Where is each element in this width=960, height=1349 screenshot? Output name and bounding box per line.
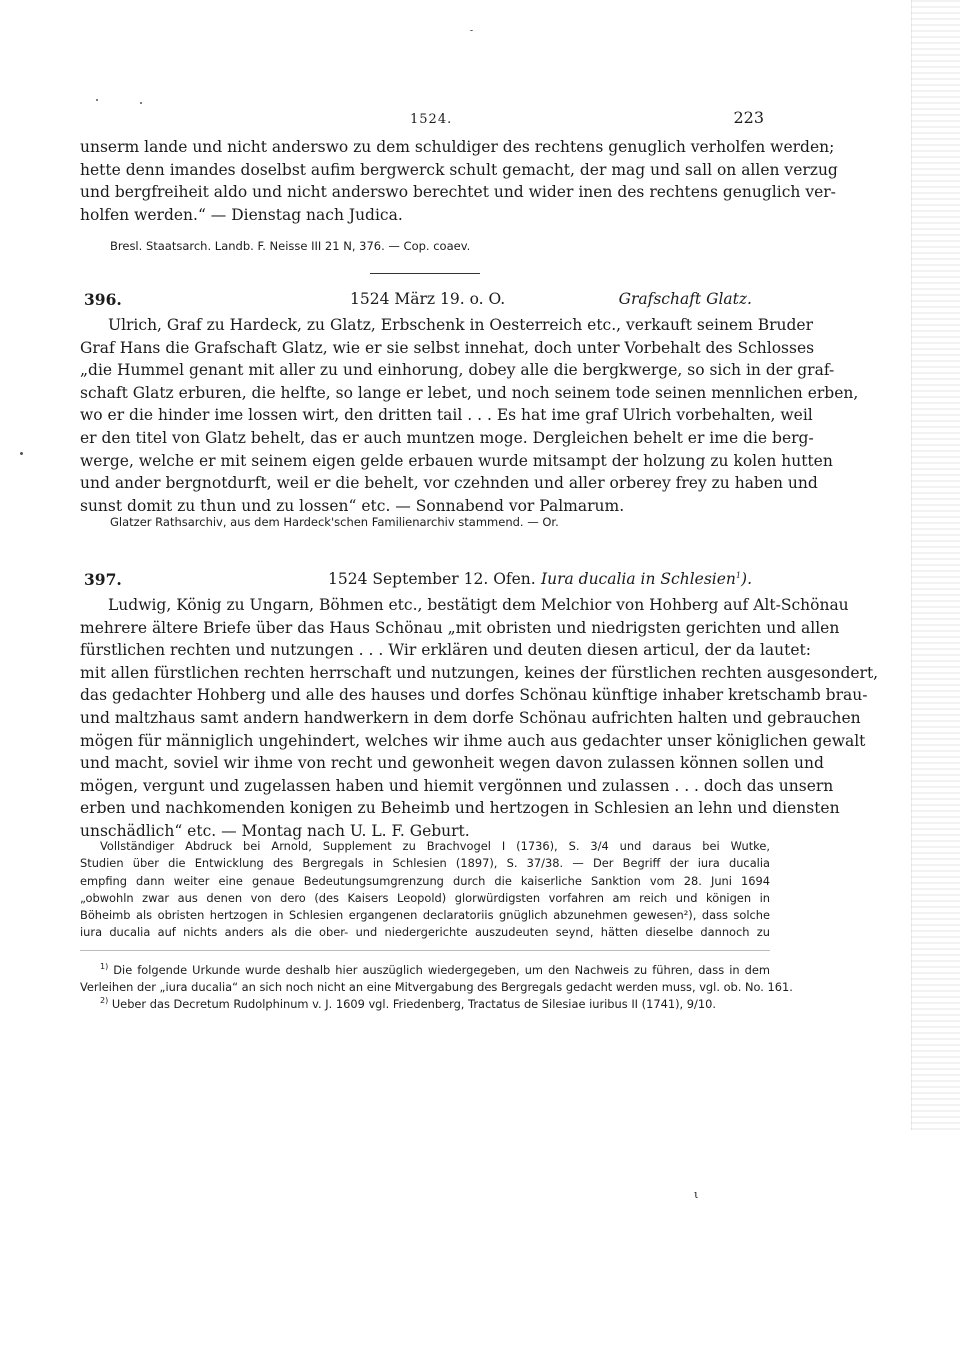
- source-citation-text: Bresl. Staatsarch. Landb. F. Neisse III 21 N, 376. — Cop. coaev.: [110, 239, 471, 253]
- text-line: mit allen fürstlichen rechten herrschaft und nutzungen, keines der fürstlichen rechten ausgesondert,: [80, 663, 879, 682]
- source-citation: [80, 515, 770, 529]
- text-line: und maltzhaus samt andern handwerkern in dem dorfe Schönau aufrichten halten und gebrauchen: [80, 708, 861, 727]
- text-line: und macht, soviel wir ihme von recht und gewonheit wegen davon zulassen können sollen und: [80, 754, 824, 773]
- entry-title: Iura ducalia in Schlesien$^1$).: [540, 570, 752, 588]
- entry-396-body: [80, 314, 859, 517]
- footnote-mark: 1): [100, 962, 109, 972]
- running-head-year: 1524.: [410, 112, 453, 127]
- text-line: Graf Hans die Grafschaft Glatz, wie er sie selbst innehat, doch unter Vorbehalt des Schlosses: [80, 338, 815, 357]
- footnote-reference: 1: [735, 570, 742, 580]
- note-line: iura ducalia auf nichts anders als die ober- und niedergerichte auszudeuten seynd, hätten dieselbe dannoch zu: [80, 925, 770, 940]
- entry-number: 396.: [84, 290, 122, 309]
- note-line: Vollständiger Abdruck bei Arnold, Supplement zu Brachvogel I (1736), S. 3/4 und daraus bei Wutke,: [100, 839, 770, 853]
- entry-heading-396: [80, 290, 770, 314]
- text-line: mögen, vergunt und zugelassen haben und hiemit vergönnen und zulassen . . . doch das unsern: [80, 776, 834, 795]
- entry-date: 1524 September 12. Ofen.: [328, 570, 536, 588]
- note-line: „obwohln zwar aus denen von dero (des Kaisers Leopold) glorwürdigsten vorfahren am reich und königen in: [80, 890, 770, 905]
- text-line: fürstlichen rechten und nutzungen . . . Wir erklären und deuten diesen articul, der da lautet:: [80, 641, 812, 660]
- text-line: hette denn imandes doselbst aufim bergwerck schult gemacht, der mag und sall on allen verzug: [80, 160, 838, 179]
- entry-title: Grafschaft Glatz.: [618, 290, 752, 308]
- text-line: Ulrich, Graf zu Hardeck, zu Glatz, Erbschenk in Oesterreich etc., verkauft seinem Bruder: [108, 316, 814, 334]
- source-citation: [80, 239, 770, 253]
- scan-speck: [140, 102, 142, 104]
- text-line: unschädlich“ etc. — Montag nach U. L. F. Geburt.: [80, 821, 470, 840]
- entry-title-text: Iura ducalia in Schlesien: [540, 570, 736, 588]
- text-line: sunst domit zu thun und zu lossen“ etc. — Sonnabend vor Palmarum.: [80, 496, 625, 515]
- text-line: mehrere ältere Briefe über das Haus Schönau „mit obristen und niedrigsten gerichten und allen: [80, 618, 840, 637]
- text-line: das gedachter Hohberg und alle des hauses und dorfes Schönau künftige inhaber kretschamb brau-: [80, 686, 868, 705]
- source-citation-text: Glatzer Rathsarchiv, aus dem Hardeck'schen Familienarchiv stammend. — Or.: [110, 515, 559, 529]
- note-line: Studien über die Entwicklung des Bergregals in Schlesien (1897), S. 37/38. — Der Begriff der iura ducalia: [80, 856, 770, 871]
- scan-speck: [96, 99, 98, 101]
- text-line: holfen werden.“ — Dienstag nach Judica.: [80, 205, 403, 224]
- text-line: mögen für männiglich ungehindert, welches wir ihme auch aus gedachter unser königlichen gewalt: [80, 731, 866, 750]
- footnote-rule: [80, 950, 770, 951]
- text-line: werge, welche er mit seinem eigen gelde erbauen wurde mitsampt der holzung zu kolen hutten: [80, 451, 833, 470]
- text-line: und ander bergnotdurft, weil er die behelt, vor czehnden und aller orberey frey zu haben und: [80, 474, 818, 493]
- text-line: „die Hummel genant mit aller zu und einhorung, dobey alle die bergkwerge, so sich in der graf-: [80, 361, 835, 380]
- entry-number: 397.: [84, 570, 122, 589]
- footnote-text: Die folgende Urkunde wurde deshalb hier auszüglich wiedergegeben, um den Nachweis zu führen, dass in dem: [113, 963, 770, 977]
- entry-date: 1524 März 19. o. O.: [350, 290, 506, 308]
- text-line: wo er die hinder ime lossen wirt, den dritten tail . . . Es hat ime graf Ulrich vorbehalten, weil: [80, 406, 813, 425]
- editorial-notes: [80, 838, 770, 942]
- footnote-text: Ueber das Decretum Rudolphinum v. J. 1609 vgl. Friedenberg, Tractatus de Silesiae iuribus II (1741), 9/10.: [111, 997, 716, 1011]
- text-line: er den titel von Glatz behelt, das er auch muntzen moge. Dergleichen behelt er ime die berg-: [80, 428, 814, 447]
- text-line: Ludwig, König zu Ungarn, Böhmen etc., bestätigt dem Melchior von Hohberg auf Alt-Schönau: [108, 596, 849, 614]
- section-divider: [370, 273, 480, 274]
- entry-heading-397: [80, 570, 770, 594]
- running-head: [80, 108, 770, 132]
- footnotes: [80, 962, 793, 1013]
- footnote-line: [80, 962, 770, 979]
- entry-397-body: [80, 594, 879, 843]
- text-line: schaft Glatz erburen, die helfte, so lange er lebet, und noch seinem tode seinen mennlichen erben,: [80, 383, 859, 402]
- text-line: und bergfreiheit aldo und nicht anderswo berechtet und wider inen des rechtens genuglich ver-: [80, 183, 836, 202]
- page-number: 223: [733, 108, 764, 127]
- footnote-line: Verleihen der „iura ducalia“ an sich noch nicht an eine Mitvergabung des Bergregals gedacht werden muss, vgl. ob. No. 161.: [80, 980, 793, 994]
- scan-speck: [20, 452, 23, 455]
- text-line: unserm lande und nicht anderswo zu dem schuldiger des rechtens genuglich verholfen werden;: [80, 138, 835, 156]
- note-line: empfing dann weiter eine genaue Bedeutungsumgrenzung durch die kaiserliche Sanktion vom 28. Juni 1694: [80, 873, 770, 888]
- continuation-paragraph: [80, 136, 838, 226]
- footnote-mark: 2): [100, 996, 109, 1006]
- scan-speck: [470, 30, 473, 31]
- note-line: Böheimb als obristen hertzogen in Schlesien ergangenen declaratoriis gnüglich abzunehmen gewesen²), dass solche: [80, 908, 770, 923]
- stray-mark: ι: [694, 1188, 699, 1201]
- text-line: erben und nachkomenden konigen zu Beheimb und hertzogen in Schlesien an lehn und diensten: [80, 799, 840, 818]
- scan-edge-artifact: [911, 0, 960, 1130]
- footnote-line: [80, 996, 770, 1013]
